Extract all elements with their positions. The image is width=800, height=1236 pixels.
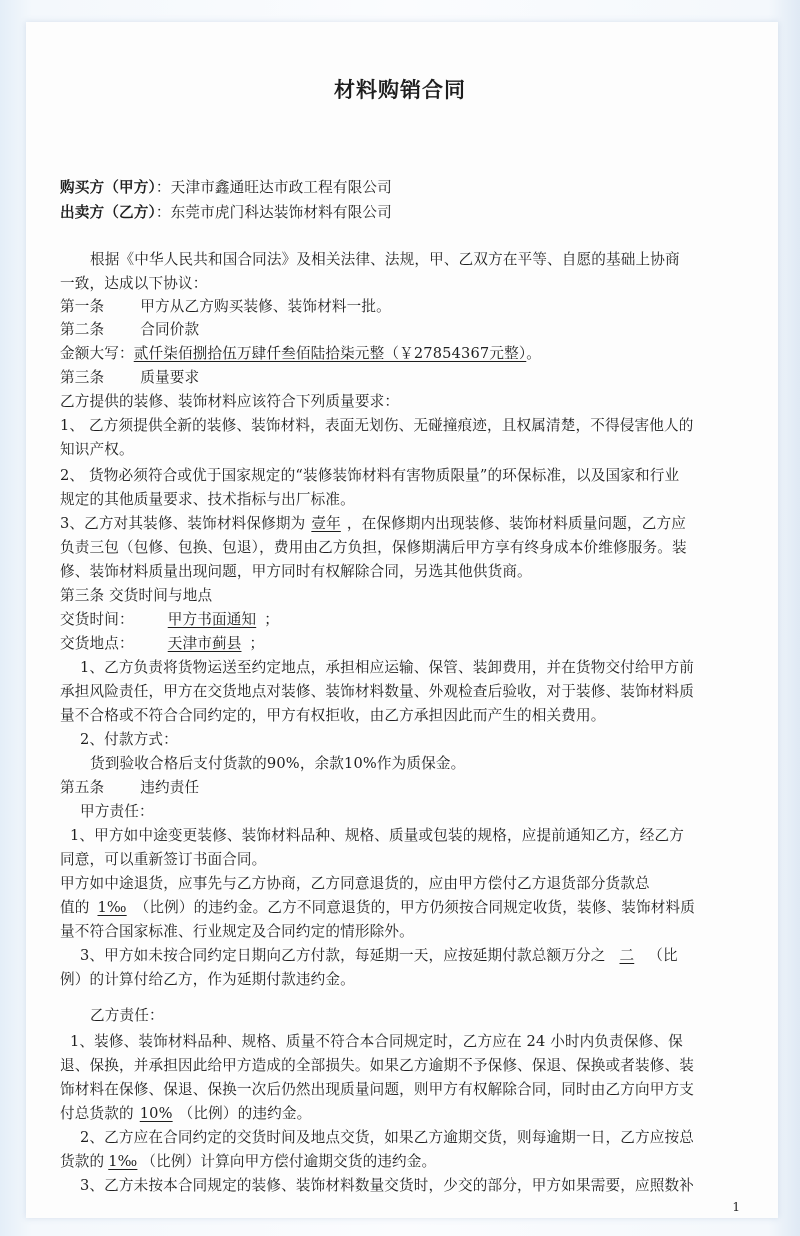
seller-value: ：东莞市虎门科达装饰材料有限公司: [155, 204, 392, 221]
party-a-3-line-2: 例）的计算付给乙方，作为延期付款违约金。: [60, 971, 355, 988]
quality-1-line-2: 知识产权。: [60, 441, 134, 458]
payment-heading: 2、付款方式：: [80, 731, 178, 748]
late-delivery-rate: 1‰: [108, 1153, 138, 1170]
party-b-1-line-3: 饰材料在保修、保退、保换一次后仍然出现质量问题，则甲方有权解除合同，同时由乙方向甲方支: [60, 1081, 694, 1098]
party-a-2-line-1: 甲方如中途退货，应事先与乙方协商，乙方同意退货的，应由甲方偿付乙方退货部分货款总: [60, 875, 650, 892]
article-2-number: 第二条: [60, 321, 105, 338]
amount-label: 金额大写：: [60, 345, 134, 362]
article-5: [60, 778, 199, 798]
quality-3-line-3: 修、装饰材料质量出现问题，甲方同时有权解除合同，另选其他供货商。: [60, 563, 532, 580]
party-b-2-post: （比例）计算向甲方偿付逾期交货的违约金。: [141, 1153, 437, 1170]
party-a-1-line-2: 同意，可以重新签订书面合同。: [60, 851, 267, 868]
article-3: [60, 368, 199, 388]
delivery-place-value: 天津市蓟县: [167, 635, 242, 652]
quality-3-line-2: 负责三包（包修、包换、包退），费用由乙方负担，保修期满后甲方享有终身成本价维修服务。装: [60, 539, 687, 556]
party-a-3-line-1: [80, 946, 678, 966]
delivery-1-line-2: 承担风险责任，甲方在交货地点对装修、装饰材料数量、外观检查后验收，对于装修、装饰材料质: [60, 683, 694, 700]
article-1-number: 第一条: [60, 298, 105, 315]
article-5-number: 第五条: [60, 779, 105, 796]
article-5-text: 违约责任: [140, 779, 200, 796]
party-a-1-line-1: 1、甲方如中途变更装修、装饰材料品种、规格、质量或包装的规格，应提前通知乙方，经乙方: [70, 827, 684, 844]
party-b-2-pre: 货款的: [60, 1153, 105, 1170]
party-b-1-line-4: [60, 1104, 311, 1124]
delivery-time-sep: ；: [264, 611, 279, 628]
party-b-3-line-1: 3、乙方未按本合同规定的装修、装饰材料数量交货时，少交的部分，甲方如果需要，应照数补: [80, 1177, 694, 1194]
quality-intro: 乙方提供的装修、装饰材料应该符合下列质量要求：: [60, 393, 400, 410]
party-b-2-line-1: 2、乙方应在合同约定的交货时间及地点交货，如果乙方逾期交货，则每逾期一日，乙方应按总: [80, 1129, 694, 1146]
quality-3-post: ，在保修期内出现装修、装饰材料质量问题，乙方应: [346, 515, 686, 532]
party-a-heading: 甲方责任：: [80, 803, 154, 820]
party-a-2-post: （比例）的违约金。乙方不同意退货的，甲方仍须按合同规定收货，装修、装饰材料质: [134, 899, 695, 916]
party-a-3-pre: 3、甲方如未按合同约定日期向乙方付款，每延期一天，应按延期付款总额万分之: [80, 947, 606, 964]
party-a-2-line-3: 量不符合国家标准、行业规定及合同约定的情形除外。: [60, 923, 414, 940]
party-a-2-pre: 值的: [60, 899, 90, 916]
delivery-time-label: 交货时间：: [60, 611, 134, 628]
article-2: [60, 320, 199, 340]
quality-2-line-2: 规定的其他质量要求、技术指标与出厂标准。: [60, 491, 355, 508]
return-penalty-rate: 1‰: [97, 899, 127, 916]
article-3-number: 第三条: [60, 369, 105, 386]
buyer-value: ：天津市鑫通旺达市政工程有限公司: [155, 179, 392, 196]
delivery-place-line: [60, 634, 264, 654]
late-payment-rate: 二: [619, 947, 635, 964]
party-b-2-line-2: [60, 1152, 436, 1172]
quality-3-line-1: [60, 514, 686, 534]
party-b-heading: 乙方责任：: [90, 1007, 164, 1024]
quality-3-pre: 3、乙方对其装修、装饰材料保修期为: [60, 515, 306, 532]
seller-label: 出卖方（乙方）: [60, 204, 156, 221]
party-a-2-line-2: [60, 898, 695, 918]
article-1: [60, 297, 391, 317]
article-4-heading: 第三条 交货时间与地点: [60, 587, 213, 604]
amount-line: [60, 344, 541, 364]
page-number: 1: [732, 1200, 740, 1214]
article-1-text: 甲方从乙方购买装修、装饰材料一批。: [140, 298, 391, 315]
delivery-time-value: 甲方书面通知: [167, 611, 257, 628]
party-b-1-post: （比例）的违约金。: [178, 1105, 312, 1122]
seller-line: [60, 203, 392, 223]
payment-text: 货到验收合格后支付货款的90%，余款10%作为质保金。: [90, 755, 466, 772]
party-a-3-post: （比: [648, 947, 678, 964]
article-2-text: 合同价款: [140, 321, 200, 338]
amount-end: 。: [526, 345, 542, 362]
party-b-1-pre: 付总货款的: [60, 1105, 134, 1122]
delivery-1-line-1: 1、乙方负责将货物运送至约定地点，承担相应运输、保管、装卸费用，并在货物交付给甲方前: [80, 659, 694, 676]
intro-line-2: 一致，达成以下协议：: [60, 275, 208, 292]
warranty-period: 壹年: [311, 515, 341, 532]
quality-2-line-1: 2、 货物必须符合或优于国家规定的“装修装饰材料有害物质限量”的环保标准，以及国家和行业: [60, 467, 680, 484]
delivery-place-label: 交货地点：: [60, 635, 134, 652]
delivery-1-line-3: 量不合格或不符合合同约定的，甲方有权拒收，由乙方承担因此而产生的相关费用。: [60, 707, 606, 724]
article-3-text: 质量要求: [140, 369, 200, 386]
contract-title: 材料购销合同: [334, 78, 466, 102]
buyer-label: 购买方（甲方）: [60, 179, 156, 196]
party-b-1-line-1: 1、装修、装饰材料品种、规格、质量不符合本合同规定时，乙方应在 24 小时内负责保修、保: [70, 1033, 683, 1050]
intro-line-1: 根据《中华人民共和国合同法》及相关法律、法规，甲、乙双方在平等、自愿的基础上协商: [90, 251, 680, 268]
quality-penalty-rate: 10%: [139, 1105, 173, 1122]
quality-1-line-1: 1、 乙方须提供全新的装修、装饰材料，表面无划伤、无碰撞痕迹，且权属清楚，不得侵害他人的: [60, 417, 694, 434]
delivery-place-sep: ；: [249, 635, 265, 652]
amount-value: 贰仟柒佰捌拾伍万肆仟叁佰陆拾柒元整（￥27854367元整）: [133, 345, 527, 362]
delivery-time-line: [60, 610, 279, 630]
party-b-1-line-2: 退、保换，并承担因此给甲方造成的全部损失。如果乙方逾期不予保修、保退、保换或者装修、装: [60, 1057, 694, 1074]
buyer-line: [60, 178, 392, 198]
